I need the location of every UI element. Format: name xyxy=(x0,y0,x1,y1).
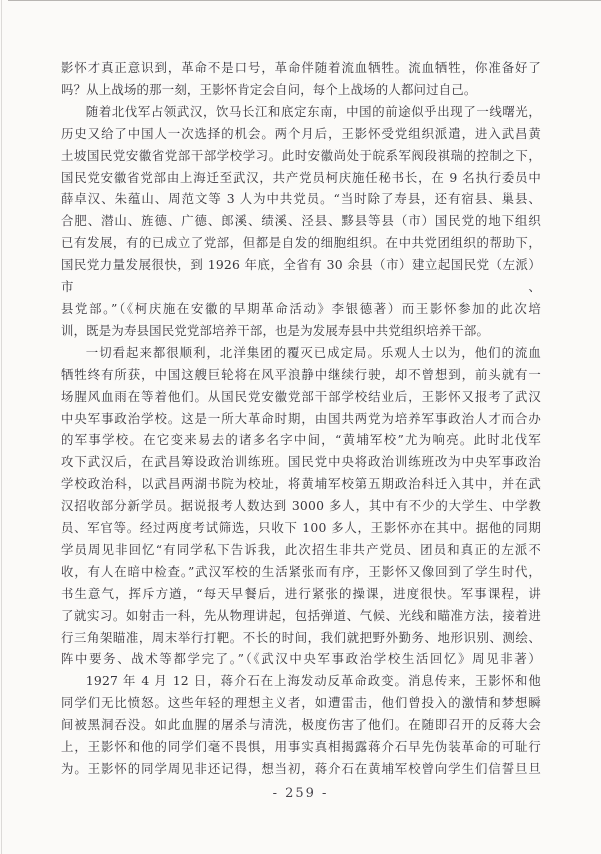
text-line: 同学们无比愤怒。这些年轻的理想主义者，如遭雷击，他们曾投入的激情和梦想瞬 xyxy=(61,695,541,711)
scan-edge-left xyxy=(1,0,2,854)
body-text xyxy=(61,57,541,780)
text-line: 上，王影怀和他的同学们毫不畏惧，用事实真相揭露蒋介石早先伪装革命的可耻行 xyxy=(61,739,541,755)
text-line: 国民党力量发展很快，到 1926 年底，全省有 30 余县（市）建立起国民党（左派）市、 xyxy=(61,257,541,295)
text-line: 县党部。”（《柯庆施在安徽的早期革命活动》李银德著）而王影怀参加的此次培 xyxy=(61,300,541,316)
text-line: 一切看起来都很顺利，北洋集团的覆灭已成定局。乐观人士以为，他们的流血 xyxy=(85,344,541,360)
text-line: 历史又给了中国人一次选择的机会。两个月后，王影怀受党组织派遣，进入武昌黄 xyxy=(61,125,541,141)
text-line: 的军事学校。在它变来易去的诸多名字中间，“黄埔军校”尤为响亮。此时北伐军 xyxy=(61,432,541,448)
text-line: 1927 年 4 月 12 日，蒋介石在上海发动反革命政变。消息传来，王影怀和他 xyxy=(85,673,541,689)
text-line: 训，既是为寿县国民党党部培养干部，也是为发展寿县中共党组织培养干部。 xyxy=(61,322,490,338)
text-line: 牺牲终有所获，中国这艘巨轮将在风平浪静中继续行驶，却不曾想到，前头就有一 xyxy=(61,366,541,382)
text-line: 影怀才真正意识到，革命不是口号，革命伴随着流血牺牲。流血牺牲，你准备好了 xyxy=(61,60,541,75)
page-number: - 259 - xyxy=(272,786,329,801)
text-line: 阵中要务、战术等都学完了。”（《武汉中央军事政治学校生活回忆》周见非著） xyxy=(61,651,541,667)
text-line: 土坡国民党安徽省党部干部学校学习。此时安徽尚处于皖系军阀段祺瑞的控制之下， xyxy=(61,147,541,163)
text-line: 攻下武汉后，在武昌筹设政治训练班。国民党中央将政治训练班改为中央军事政治 xyxy=(61,454,541,470)
text-line: 随着北伐军占领武汉，饮马长江和底定东南，中国的前途似乎出现了一线曙光， xyxy=(85,103,541,119)
text-line: 书生意气，挥斥方遒，“每天早餐后，进行紧张的操课，进度很快。军事课程，讲 xyxy=(61,585,541,601)
text-line: 已有发展，有的已成立了党部，但都是自发的细胞组织。在中共党团组织的帮助下， xyxy=(61,235,541,251)
text-line: 间被黑洞吞没。如此血腥的屠杀与清洗，极度伤害了他们。在随即召开的反蒋大会 xyxy=(61,717,541,733)
text-line: 薛卓汉、朱蕴山、周范文等 3 人为中共党员。“当时除了寿县，还有宿县、巢县、 xyxy=(61,191,541,207)
scan-edge-top xyxy=(8,0,601,1)
text-line: 行三角架瞄准，周末举行打靶。不长的时间，我们就把野外勤务、地形识别、测绘、 xyxy=(61,629,541,645)
text-line: 为。王影怀的同学周见非还记得，想当初，蒋介石在黄埔军校曾向学生们信誓旦旦 xyxy=(61,761,541,776)
text-line: 员、军官等。经过两度考试筛选，只收下 100 多人，王影怀亦在其中。据他的同期 xyxy=(61,520,541,536)
text-line: 学校政治科，以武昌两湖书院为校址，将黄埔军校第五期政治科迁入其中，并在武 xyxy=(61,476,541,492)
text-line: 合肥、潜山、旌德、广德、郎溪、绩溪、泾县、黟县等县（市）国民党的地下组织 xyxy=(61,213,541,229)
text-line: 汉招收部分新学员。据说报考人数达到 3000 多人，其中有不少的大学生、中学教 xyxy=(61,498,541,514)
text-line: 收，有人在暗中检查。”武汉军校的生活紧张而有序，王影怀又像回到了学生时代， xyxy=(61,563,541,579)
text-line: 学员周见非回忆“有同学私下告诉我，此次招生非共产党员、团员和真正的左派不 xyxy=(61,541,541,557)
text-line: 场腥风血雨在等着他们。从国民党安徽党部干部学校结业后，王影怀又报考了武汉 xyxy=(61,388,541,404)
text-line: 了就实习。如射击一科，先从物理讲起，包括弹道、气候、光线和瞄准方法，接着进 xyxy=(61,607,541,623)
text-line: 国民党安徽省党部由上海迁至武汉，共产党员柯庆施任秘书长，在 9 名执行委员中 xyxy=(61,169,541,185)
text-line: 吗？从上战场的那一刻，王影怀肯定会自问，每个上战场的人都问过自己。 xyxy=(61,81,477,97)
text-line: 中央军事政治学校。这是一所大革命时期，由国共两党为培养军事政治人才而合办 xyxy=(61,410,541,426)
